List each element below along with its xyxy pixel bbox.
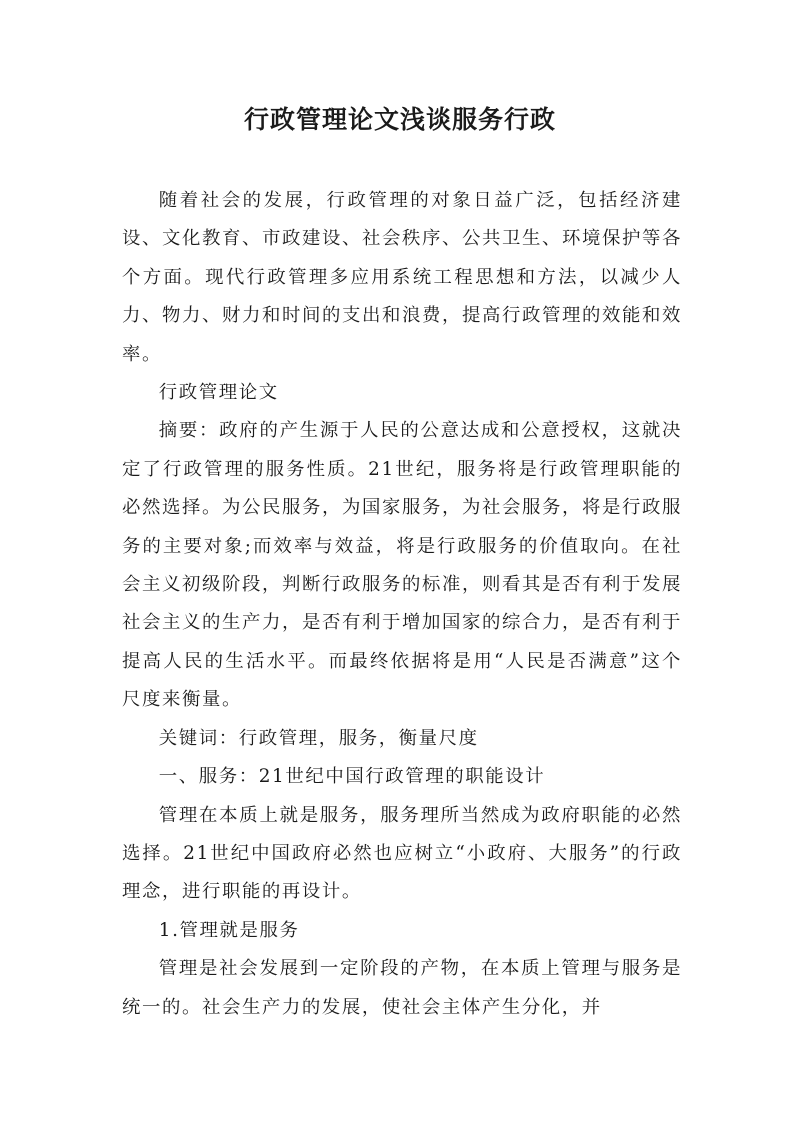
paragraph-heading-label: 行政管理论文 — [158, 382, 279, 404]
document-title: 行政管理论文浅谈服务行政 — [243, 105, 556, 134]
paragraph-keywords: 关键词：行政管理，服务，衡量尺度 — [158, 727, 479, 749]
paragraph-abstract: 摘要：政府的产生源于人民的公意达成和公意授权，这就决定了行政管理的服务性质。21世纪，服务将是行政管理职能的必然选择。为公民服务，为国家服务，为社会服务，将是行政服务的主要对象;而效率与效益，将是行政服务的价值取向。在社会主义初级阶段，判断行政服务的标准，则看其是否有利于发展社会主义的生产力，是否有利于增加国家的综合力，是否有利于提高人民的生活水平。而最终依据将是用“人民是否满意”这个尺度来衡量。 — [122, 420, 682, 711]
paragraph-subsection-1-1: 管理是社会发展到一定阶段的产物，在本质上管理与服务是统一的。社会生产力的发展，使社会主体产生分化，并 — [122, 958, 682, 1018]
document-body — [122, 182, 682, 1027]
paragraph-intro: 随着社会的发展，行政管理的对象日益广泛，包括经济建设、文化教育、市政建设、社会秩序、公共卫生、环境保护等各个方面。现代行政管理多应用系统工程思想和方法，以减少人力、物力、财力和时间的支出和浪费，提高行政管理的效能和效率。 — [122, 190, 682, 365]
section-heading-1: 一、服务：21世纪中国行政管理的职能设计 — [158, 766, 546, 788]
paragraph-section-1: 管理在本质上就是服务，服务理所当然成为政府职能的必然选择。21世纪中国政府必然也应树立“小政府、大服务”的行政理念，进行职能的再设计。 — [122, 804, 682, 903]
subsection-heading-1-1: 1.管理就是服务 — [158, 919, 300, 941]
